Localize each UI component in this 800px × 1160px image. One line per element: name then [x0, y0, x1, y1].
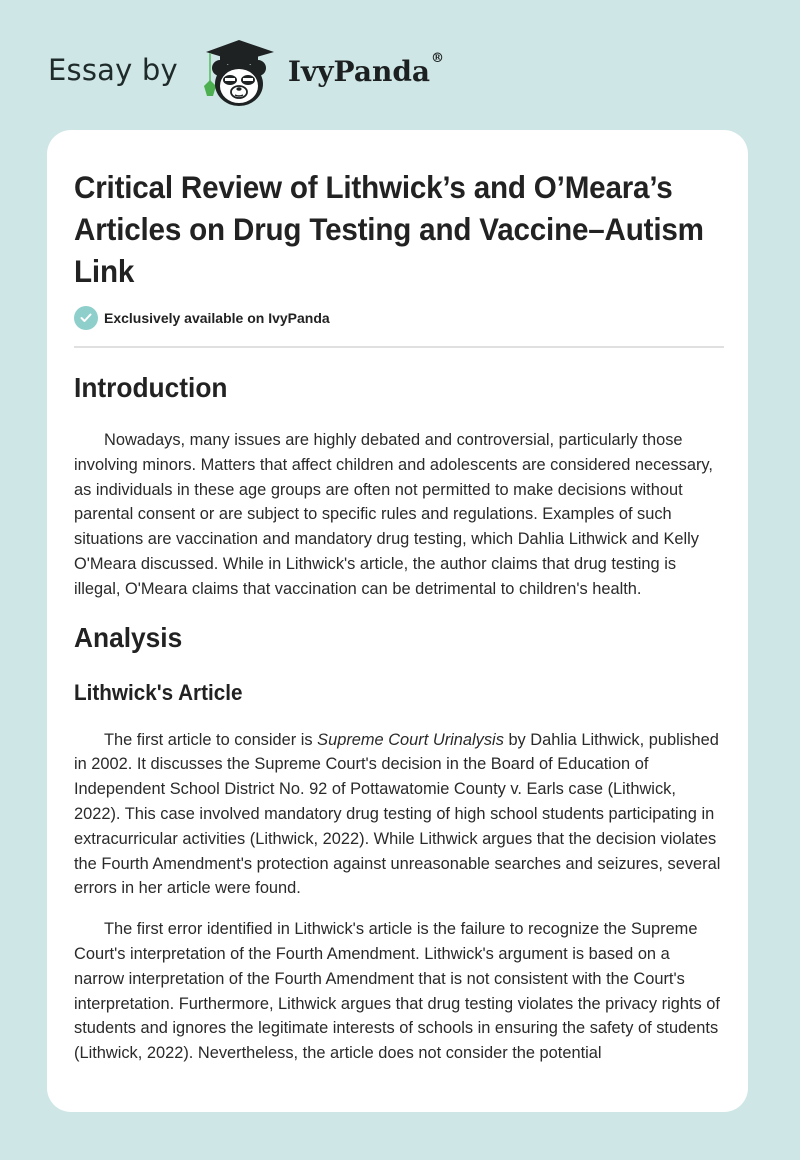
essay-card — [47, 130, 748, 1112]
badge-text: Exclusively available on IvyPanda — [104, 310, 330, 326]
paragraph: Nowadays, many issues are highly debated and controversial, particularly those involving minors. Matters that affect children and adolescents are considered necessary, as individuals in these age groups are often not permitted to make decisions without parental consent or are subject to specific rules and regulations. Examples of such situations are vaccination and mandatory drug testing, which Dahlia Lithwick and Kelly O'Meara discussed. While in Lithwick's article, the author claims that drug testing is illegal, O'Meara claims that vaccination can be detrimental to children's health. — [74, 431, 713, 598]
registered-mark: ® — [431, 50, 445, 66]
subsection-heading: Lithwick's Article — [74, 679, 243, 705]
brand-name[interactable]: IvyPanda® — [287, 50, 445, 88]
paragraph: The first article to consider is Supreme Court Urinalysis by Dahlia Lithwick, published in 2002. It discusses the Supreme Court's decision in the Board of Education of Independent School District No. 92 of Pottawatomie County v. Earls case (Lithwick, 2022). This case involved mandatory drug testing of high school students participating in extracurricular activities (Lithwick, 2022). While Lithwick argues that the decision violates the Fourth Amendment's protection against unreasonable searches and seizures, several errors in her article were found. — [74, 730, 721, 898]
section-analysis — [74, 618, 722, 1066]
paragraph: The first error identified in Lithwick's article is the failure to recognize the Supreme Court's interpretation of the Fourth Amendment. Lithwick's argument is based on a narrow interpretation of the Fourth Amendment that is not consistent with the Court's interpretation. Furthermore, Lithwick argues that drug testing violates the privacy rights of students and ignores the legitimate interests of schools in ensuring the safety of students (Lithwick, 2022). Nevertheless, the article does not consider the potential — [74, 920, 720, 1063]
essay-by-label: Essay by — [48, 53, 178, 87]
site-header — [48, 34, 444, 110]
section-heading: Analysis — [74, 621, 183, 653]
section-heading: Introduction — [74, 372, 228, 403]
article-title-italic: Supreme Court Urinalysis — [317, 730, 504, 749]
essay-title: Critical Review of Lithwick’s and O’Meara’s Articles on Drug Testing and Vaccine–Autism Link — [74, 169, 704, 289]
section-introduction — [74, 368, 722, 602]
exclusive-badge — [74, 306, 722, 330]
check-circle-icon — [74, 306, 98, 330]
divider — [74, 346, 724, 348]
ivypanda-logo-icon[interactable] — [196, 34, 282, 110]
